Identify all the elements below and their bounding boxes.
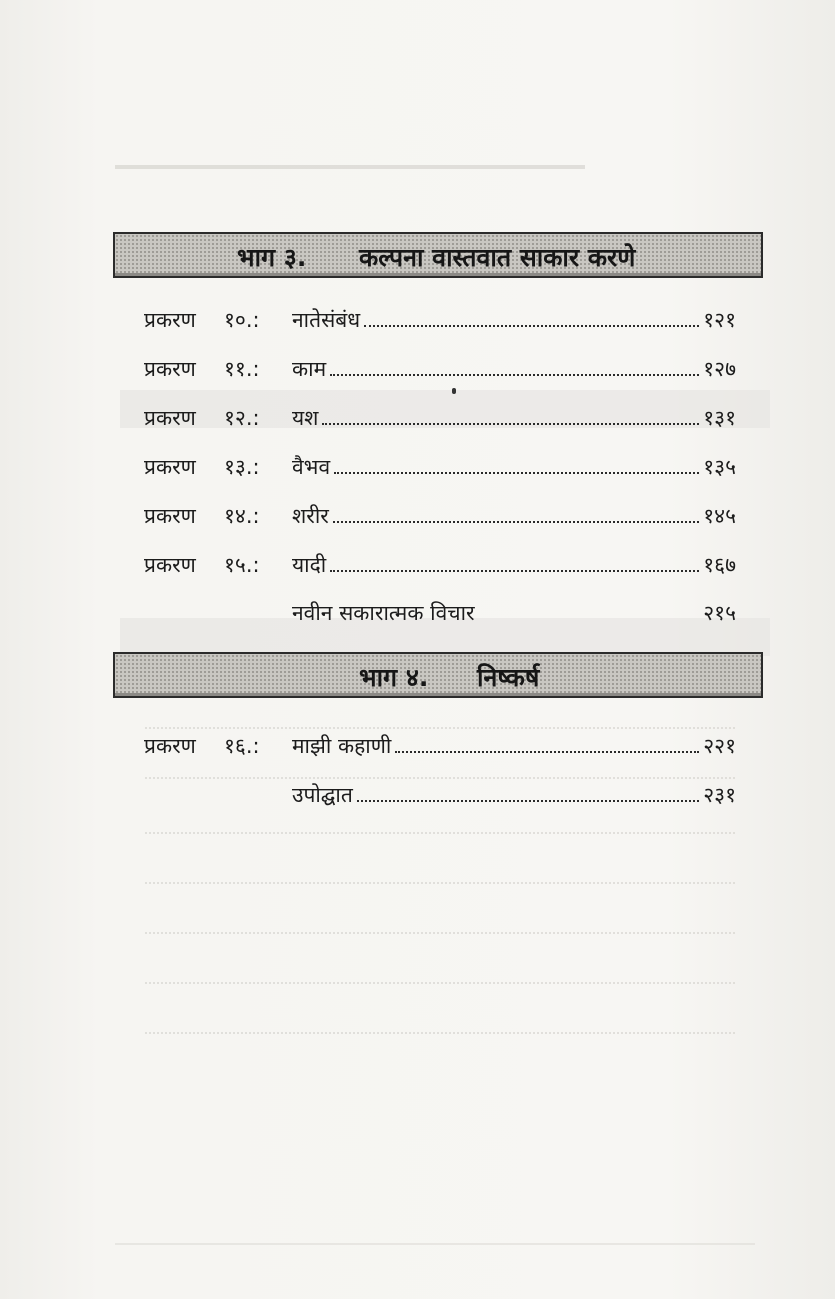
- section-header-part-3: [113, 232, 763, 278]
- entry-title: उपोद्घात: [292, 783, 353, 807]
- toc-entry: [144, 306, 736, 340]
- section-title: निष्कर्ष: [477, 663, 540, 692]
- toc-entry: [144, 551, 736, 585]
- entry-number: ११.:: [224, 357, 260, 381]
- ink-speck: [452, 388, 456, 394]
- toc-entry: [144, 453, 736, 487]
- toc-entry-unnumbered: [144, 599, 736, 633]
- dot-leader: [395, 733, 699, 753]
- toc-entry-unnumbered: [144, 781, 736, 815]
- entry-title: काम: [292, 357, 327, 381]
- entry-page: १६७: [703, 553, 736, 577]
- entry-number: १४.:: [224, 504, 260, 528]
- show-through-row: [145, 1030, 735, 1034]
- entry-page: १३५: [703, 455, 736, 479]
- show-through-row: [145, 830, 735, 834]
- entry-title: शरीर: [292, 504, 329, 528]
- entry-title: यादी: [292, 553, 327, 577]
- entry-label: प्रकरण: [144, 504, 196, 528]
- entry-title: माझी कहाणी: [292, 734, 392, 758]
- entry-number: १२.:: [224, 406, 260, 430]
- show-through-rule: [115, 165, 585, 169]
- dot-leader: [333, 503, 699, 523]
- dot-leader: [322, 405, 699, 425]
- toc-entry: [144, 502, 736, 536]
- dot-leader: [330, 552, 699, 572]
- entry-page: १२१: [703, 308, 736, 332]
- entry-title: नातेसंबंध: [292, 308, 361, 332]
- show-through-row: [145, 880, 735, 884]
- show-through-row: [145, 725, 735, 729]
- entry-number: १५.:: [224, 553, 260, 577]
- entry-number: १३.:: [224, 455, 260, 479]
- entry-title: वैभव: [292, 455, 331, 479]
- entry-page: २२१: [703, 734, 736, 758]
- dot-leader: [364, 307, 699, 327]
- entry-label: प्रकरण: [144, 406, 196, 430]
- show-through-row: [145, 930, 735, 934]
- section-part-label: भाग ३.: [237, 243, 307, 272]
- entry-number: १६.:: [224, 734, 260, 758]
- section-part-label: भाग ४.: [359, 663, 429, 692]
- entry-number: १०.:: [224, 308, 260, 332]
- section-title: कल्पना वास्तवात साकार करणे: [359, 243, 636, 272]
- section-header-part-4: [113, 652, 763, 698]
- show-through-row: [145, 980, 735, 984]
- entry-label: प्रकरण: [144, 553, 196, 577]
- dot-leader: [334, 454, 699, 474]
- entry-page: २१५: [703, 601, 736, 625]
- entry-page: २३१: [703, 783, 736, 807]
- dot-leader: [357, 782, 699, 802]
- entry-page: १४५: [703, 504, 736, 528]
- show-through-bottom-rule: [115, 1243, 755, 1245]
- entry-label: प्रकरण: [144, 455, 196, 479]
- entry-title: नवीन सकारात्मक विचार: [292, 601, 475, 625]
- show-through-row: [145, 775, 735, 779]
- entry-page: १२७: [703, 357, 736, 381]
- toc-entry: [144, 355, 736, 389]
- entry-page: १३१: [703, 406, 736, 430]
- entry-label: प्रकरण: [144, 308, 196, 332]
- entry-title: यश: [292, 406, 319, 430]
- toc-entry: [144, 404, 736, 438]
- dot-leader: [330, 356, 699, 376]
- toc-entry: [144, 732, 736, 766]
- entry-label: प्रकरण: [144, 357, 196, 381]
- entry-label: प्रकरण: [144, 734, 196, 758]
